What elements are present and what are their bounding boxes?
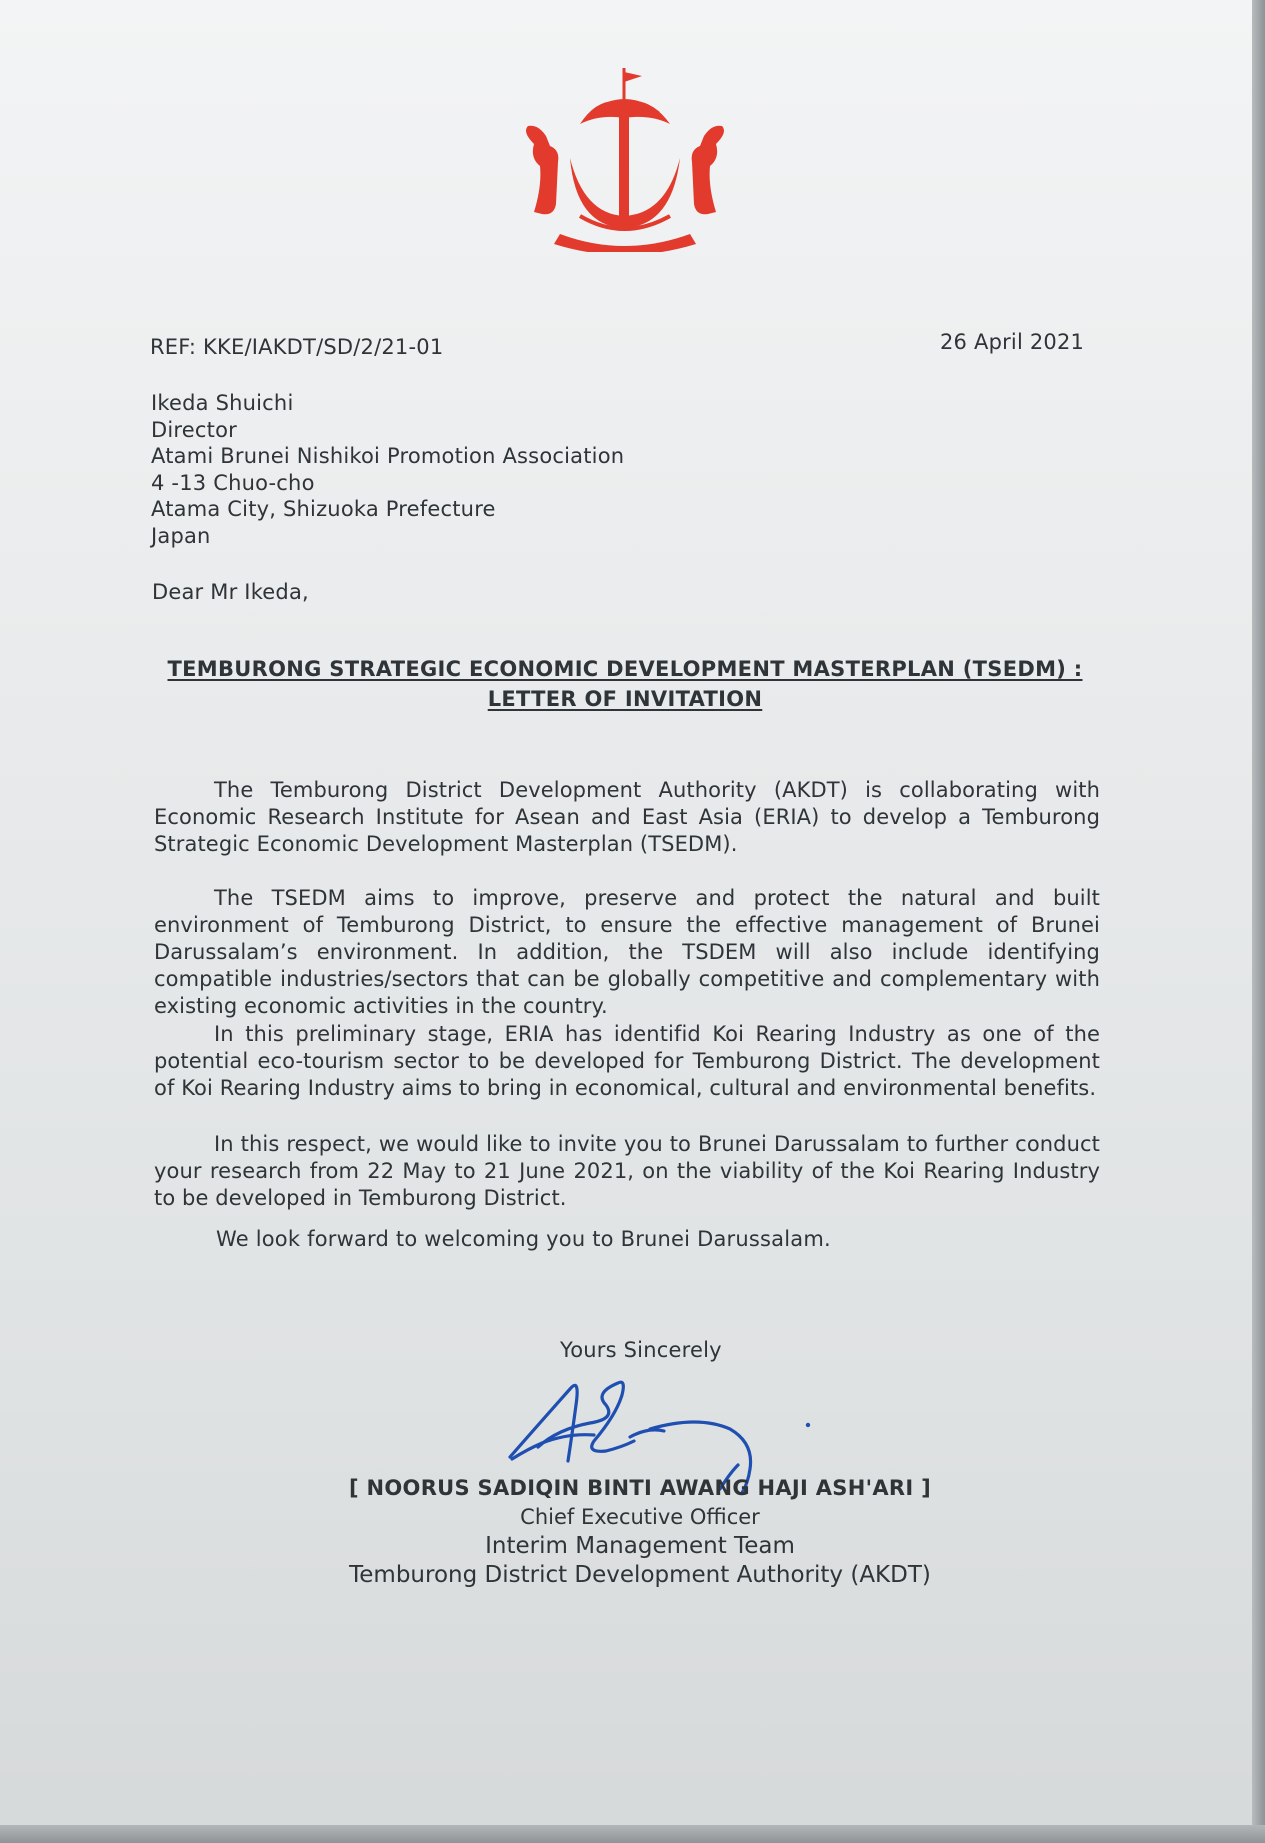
page-edge-shadow xyxy=(1252,0,1265,1843)
signatory-title: Chief Executive Officer xyxy=(520,1505,760,1529)
recipient-street: 4 -13 Chuo-cho xyxy=(151,470,315,495)
recipient-address xyxy=(151,390,624,549)
body-paragraph: In this respect, we would like to invite you to Brunei Darussalam to further conduct your research from 22 May to 21 June 2021, on the viability of the Koi Rearing Industry to be developed in Temburong District. xyxy=(154,1132,1100,1210)
recipient-city: Atama City, Shizuoka Prefecture xyxy=(151,497,496,521)
signatory-name: [ NOORUS SADIQIN BINTI AWANG HAJI ASH'ARI ] xyxy=(349,1476,931,1500)
body-paragraph: In this preliminary stage, ERIA has identifid Koi Rearing Industry as one of the potential eco-tourism sector to be developed for Temburong District. The development of Koi Rearing Industry aims to bring in economical, cultural and environmental benefits. xyxy=(154,1022,1100,1100)
valediction: Yours Sincerely xyxy=(560,1338,722,1362)
subject-line-2: LETTER OF INVITATION xyxy=(487,687,763,711)
signatory-organization: Temburong District Development Authority (AKDT) xyxy=(349,1562,931,1588)
brunei-crest-icon xyxy=(520,66,730,252)
bottom-edge xyxy=(0,1825,1265,1843)
recipient-country: Japan xyxy=(151,523,211,548)
recipient-title: Director xyxy=(151,417,237,442)
signatory-team: Interim Management Team xyxy=(485,1533,795,1559)
closing-line: We look forward to welcoming you to Brunei Darussalam. xyxy=(216,1227,831,1251)
signatory-block xyxy=(340,1474,940,1590)
subject-line-1: TEMBURONG STRATEGIC ECONOMIC DEVELOPMENT MASTERPLAN (TSEDM) : xyxy=(167,657,1083,681)
letter-date: 26 April 2021 xyxy=(940,330,1085,354)
reference-number: REF: KKE/IAKDT/SD/2/21-01 xyxy=(150,335,444,359)
body-paragraph: The Temburong District Development Authority (AKDT) is collaborating with Economic Research Institute for Asean and East Asia (ERIA) to develop a Temburong Strategic Economic Development Masterplan (TSEDM). xyxy=(154,778,1100,856)
body-paragraph: The TSEDM aims to improve, preserve and protect the natural and built environment of Temburong District, to ensure the effective management of Brunei Darussalam’s environment. In addition, the TSDEM will also include identifying compatible industries/sectors that can be globally competitive and complementary with existing economic activities in the country. xyxy=(154,886,1100,1018)
recipient-name: Ikeda Shuichi xyxy=(151,391,294,415)
recipient-organization: Atami Brunei Nishikoi Promotion Association xyxy=(151,444,625,468)
salutation: Dear Mr Ikeda, xyxy=(152,580,309,604)
letter-subject xyxy=(160,654,1090,714)
